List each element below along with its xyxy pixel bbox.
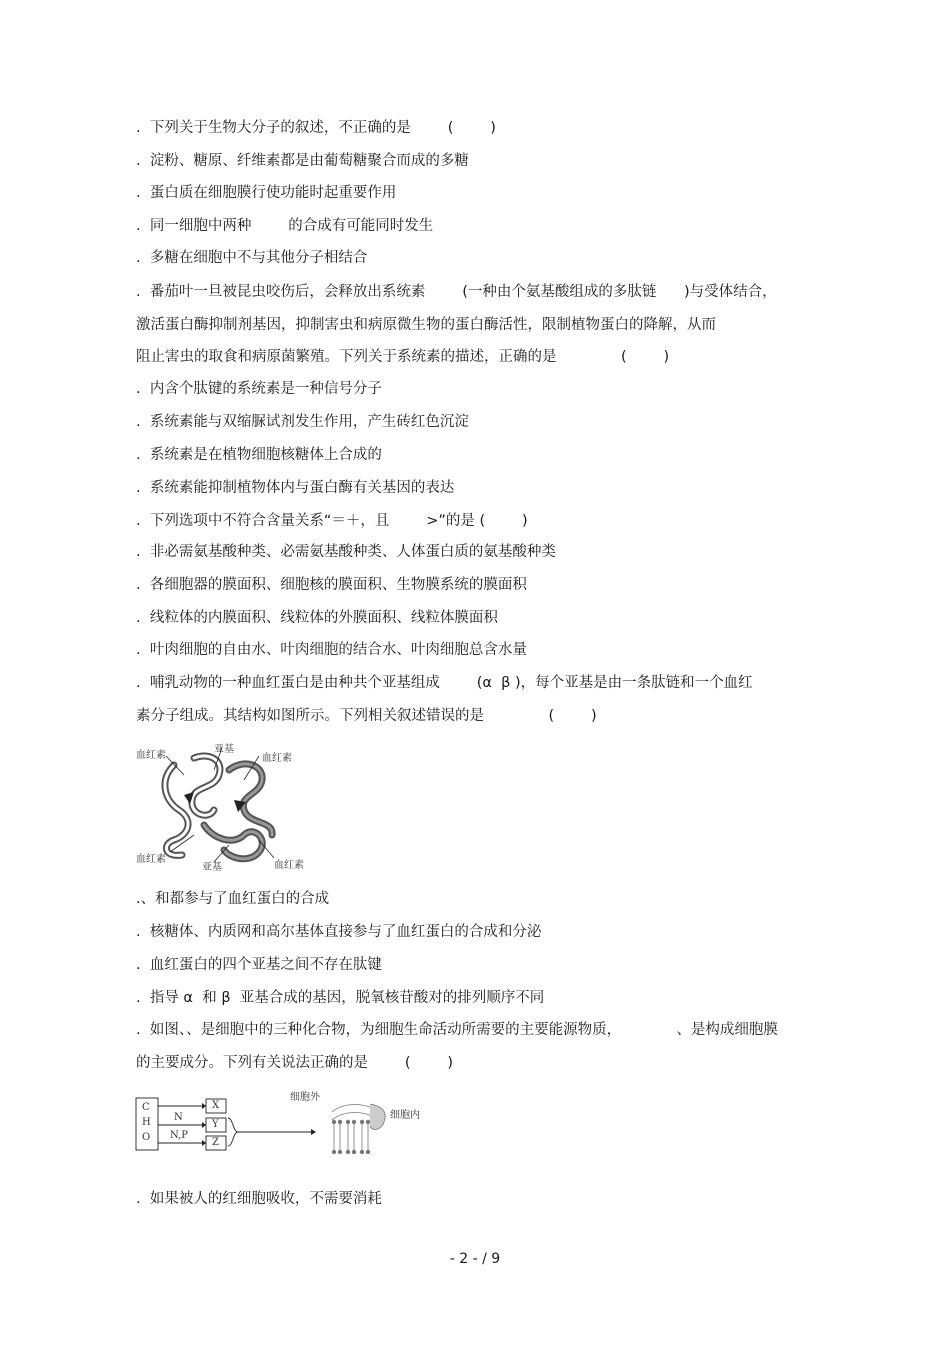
- question-1-stem: . 下列关于生物大分子的叙述，不正确的是 ( ): [136, 120, 496, 136]
- question-3-option-c: . 线粒体的内膜面积、线粒体的外膜面积、线粒体膜面积: [136, 610, 498, 626]
- question-1-option-d: . 多糖在细胞中不与其他分子相结合: [136, 250, 368, 266]
- question-2-stem-line3: 阻止害虫的取食和病原菌繁殖。下列关于系统素的描述，正确的是 ( ): [136, 349, 670, 365]
- heme-label-top-left: 血红素: [136, 750, 166, 761]
- question-4-stem-line1: . 哺乳动物的一种血红蛋白是由种共个亚基组成 (α β )，每个亚基是由一条肽链和一个血红: [136, 675, 753, 691]
- question-3-option-a: . 非必需氨基酸种类、必需氨基酸种类、人体蛋白质的氨基酸种类: [136, 544, 556, 560]
- inside-cell-label: 细胞内: [390, 1110, 420, 1121]
- element-n-label: N: [174, 1112, 183, 1123]
- question-4-option-c: . 血红蛋白的四个亚基之间不存在肽键: [136, 957, 382, 973]
- compound-z: Z: [212, 1137, 219, 1148]
- question-1-option-c: . 同一细胞中两种 的合成有可能同时发生: [136, 218, 434, 234]
- question-2-option-b: . 系统素能与双缩脲试剂发生作用，产生砖红色沉淀: [136, 414, 469, 430]
- compound-membrane-figure: [134, 1082, 454, 1154]
- question-2-option-d: . 系统素能抑制植物体内与蛋白酶有关基因的表达: [136, 480, 455, 496]
- question-1-option-a: . 淀粉、糖原、纤维素都是由葡萄糖聚合而成的多糖: [136, 153, 469, 169]
- question-5-stem-line1: . 如图、、是细胞中的三种化合物，为细胞生命活动所需要的主要能源物质， 、是构成细胞膜: [136, 1022, 778, 1038]
- question-2-option-c: . 系统素是在植物细胞核糖体上合成的: [136, 447, 382, 463]
- question-4-option-d: . 指导 α 和 β 亚基合成的基因，脱氧核苷酸对的排列顺序不同: [136, 990, 545, 1006]
- element-np-label: N,P: [170, 1130, 189, 1141]
- question-2-stem-line2: 激活蛋白酶抑制剂基因，抑制害虫和病原微生物的蛋白酶活性，限制植物蛋白的降解，从而: [136, 317, 716, 333]
- outside-cell-label: 细胞外: [290, 1092, 320, 1103]
- element-c: C: [142, 1102, 150, 1113]
- hemoglobin-figure: [134, 740, 314, 873]
- question-5-option-a: . 如果被人的红细胞吸收，不需要消耗: [136, 1191, 382, 1207]
- question-2-option-a: . 内含个肽键的系统素是一种信号分子: [136, 381, 382, 397]
- question-4-stem-line2: 素分子组成。其结构如图所示。下列相关叙述错误的是 ( ): [136, 708, 597, 724]
- subunit-label-top: 亚基: [214, 744, 234, 755]
- question-1-option-b: . 蛋白质在细胞膜行使功能时起重要作用: [136, 185, 397, 201]
- subunit-label-bottom: 亚基: [202, 862, 222, 873]
- element-h: H: [142, 1117, 151, 1128]
- question-3-option-b: . 各细胞器的膜面积、细胞核的膜面积、生物膜系统的膜面积: [136, 577, 527, 593]
- question-4-option-a: .、和都参与了血红蛋白的合成: [136, 891, 330, 907]
- question-5-stem-line2: 的主要成分。下列有关说法正确的是 ( ): [136, 1055, 454, 1071]
- page-number: - 2 - / 9: [449, 1251, 501, 1267]
- compound-x: X: [212, 1100, 220, 1111]
- heme-label-bottom-right: 血红素: [274, 860, 304, 871]
- heme-label-top-right: 血红素: [262, 753, 292, 764]
- heme-label-bottom-left: 血红素: [136, 854, 166, 865]
- element-o: O: [142, 1132, 151, 1143]
- question-3-stem: . 下列选项中不符合含量关系“＝＋，且 >”的是 ( ): [136, 513, 528, 529]
- compound-y: Y: [212, 1119, 219, 1130]
- question-2-stem-line1: . 番茄叶一旦被昆虫咬伤后，会释放出系统素 (一种由个氨基酸组成的多肽链 )与受体结合，: [136, 284, 777, 300]
- question-4-option-b: . 核糖体、内质网和高尔基体直接参与了血红蛋白的合成和分泌: [136, 924, 542, 940]
- question-3-option-d: . 叶肉细胞的自由水、叶肉细胞的结合水、叶肉细胞总含水量: [136, 642, 527, 658]
